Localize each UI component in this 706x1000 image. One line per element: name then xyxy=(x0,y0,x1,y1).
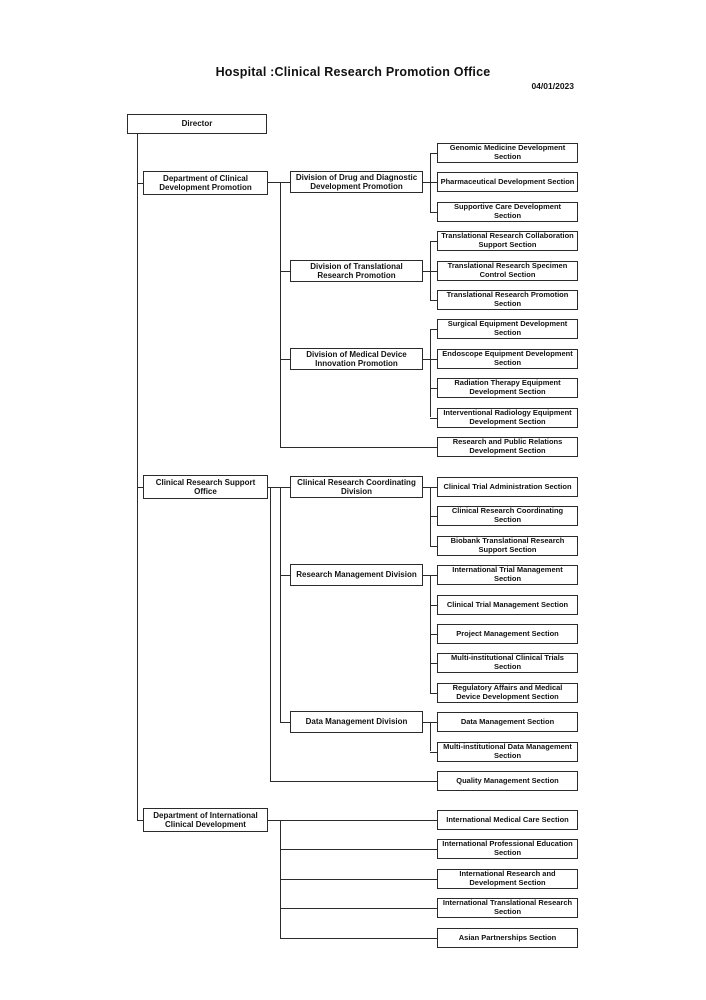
section-box: Multi-institutional Data Management Section xyxy=(437,742,578,762)
section-box: Genomic Medicine Development Section xyxy=(437,143,578,163)
section-box: International Medical Care Section xyxy=(437,810,578,830)
section-box: Translational Research Specimen Control Section xyxy=(437,261,578,281)
connector-line xyxy=(430,359,437,360)
connector-line xyxy=(268,182,290,183)
connector-line xyxy=(280,908,437,909)
connector-line xyxy=(430,634,437,635)
division-box: Division of Medical Device Innovation Promotion xyxy=(290,348,423,370)
connector-line xyxy=(268,820,437,821)
page-title: Hospital :Clinical Research Promotion Office xyxy=(215,65,491,79)
section-box: Data Management Section xyxy=(437,712,578,732)
connector-line xyxy=(423,182,430,183)
section-box: Biobank Translational Research Support Section xyxy=(437,536,578,556)
connector-line xyxy=(430,212,437,213)
connector-line xyxy=(270,487,271,781)
section-box: Supportive Care Development Section xyxy=(437,202,578,222)
division-box: Division of Drug and Diagnostic Development Promotion xyxy=(290,171,423,193)
department-box: Clinical Research Support Office xyxy=(143,475,268,499)
connector-line xyxy=(280,820,281,938)
connector-line xyxy=(280,938,437,939)
connector-line xyxy=(423,575,430,576)
connector-line xyxy=(430,418,437,419)
section-box: Regulatory Affairs and Medical Device Development Section xyxy=(437,683,578,703)
connector-line xyxy=(430,752,437,753)
connector-line xyxy=(423,722,430,723)
section-box: Research and Public Relations Development Section xyxy=(437,437,578,457)
connector-line xyxy=(430,516,437,517)
connector-line xyxy=(423,359,430,360)
division-box: Data Management Division xyxy=(290,711,423,733)
section-box: International Translational Research Section xyxy=(437,898,578,918)
connector-line xyxy=(280,447,437,448)
department-box: Department of Clinical Development Promotion xyxy=(143,171,268,195)
connector-line xyxy=(430,693,437,694)
connector-line xyxy=(280,879,437,880)
connector-line xyxy=(430,575,437,576)
connector-line xyxy=(430,605,437,606)
connector-line xyxy=(137,820,143,821)
section-box: Translational Research Promotion Section xyxy=(437,290,578,310)
connector-line xyxy=(430,722,431,751)
connector-line xyxy=(423,271,430,272)
connector-line xyxy=(280,271,290,272)
connector-line xyxy=(270,781,437,782)
section-box: Radiation Therapy Equipment Development Section xyxy=(437,378,578,398)
connector-line xyxy=(137,183,143,184)
connector-line xyxy=(430,329,431,417)
division-box: Division of Translational Research Promotion xyxy=(290,260,423,282)
section-box: Project Management Section xyxy=(437,624,578,644)
connector-line xyxy=(430,329,437,330)
connector-line xyxy=(430,663,437,664)
department-box: Department of International Clinical Development xyxy=(143,808,268,832)
section-box: Clinical Trial Administration Section xyxy=(437,477,578,497)
section-box: Endoscope Equipment Development Section xyxy=(437,349,578,369)
connector-line xyxy=(280,849,437,850)
connector-line xyxy=(430,487,437,488)
connector-line xyxy=(280,359,290,360)
section-box: Pharmaceutical Development Section xyxy=(437,172,578,192)
connector-line xyxy=(268,487,290,488)
connector-line xyxy=(280,183,281,447)
section-box: Interventional Radiology Equipment Development Section xyxy=(437,408,578,428)
connector-line xyxy=(280,575,290,576)
connector-line xyxy=(430,182,437,183)
connector-line xyxy=(430,300,437,301)
section-box: International Trial Management Section xyxy=(437,565,578,585)
connector-line xyxy=(430,241,437,242)
section-box: Clinical Research Coordinating Section xyxy=(437,506,578,526)
section-box: Multi-institutional Clinical Trials Section xyxy=(437,653,578,673)
connector-line xyxy=(430,722,437,723)
section-box: Asian Partnerships Section xyxy=(437,928,578,948)
connector-line xyxy=(280,722,290,723)
connector-line xyxy=(430,388,437,389)
connector-line xyxy=(137,487,143,488)
connector-line xyxy=(430,271,437,272)
section-box: International Professional Education Section xyxy=(437,839,578,859)
connector-line xyxy=(137,134,138,820)
division-box: Research Management Division xyxy=(290,564,423,586)
section-box: Translational Research Collaboration Support Section xyxy=(437,231,578,251)
section-box: International Research and Development Section xyxy=(437,869,578,889)
connector-line xyxy=(280,487,281,722)
section-box: Quality Management Section xyxy=(437,771,578,791)
connector-line xyxy=(430,546,437,547)
connector-line xyxy=(423,487,430,488)
section-box: Surgical Equipment Development Section xyxy=(437,319,578,339)
connector-line xyxy=(430,153,437,154)
section-box: Clinical Trial Management Section xyxy=(437,595,578,615)
director-box: Director xyxy=(127,114,267,134)
date-label: 04/01/2023 xyxy=(531,81,574,91)
division-box: Clinical Research Coordinating Division xyxy=(290,476,423,498)
